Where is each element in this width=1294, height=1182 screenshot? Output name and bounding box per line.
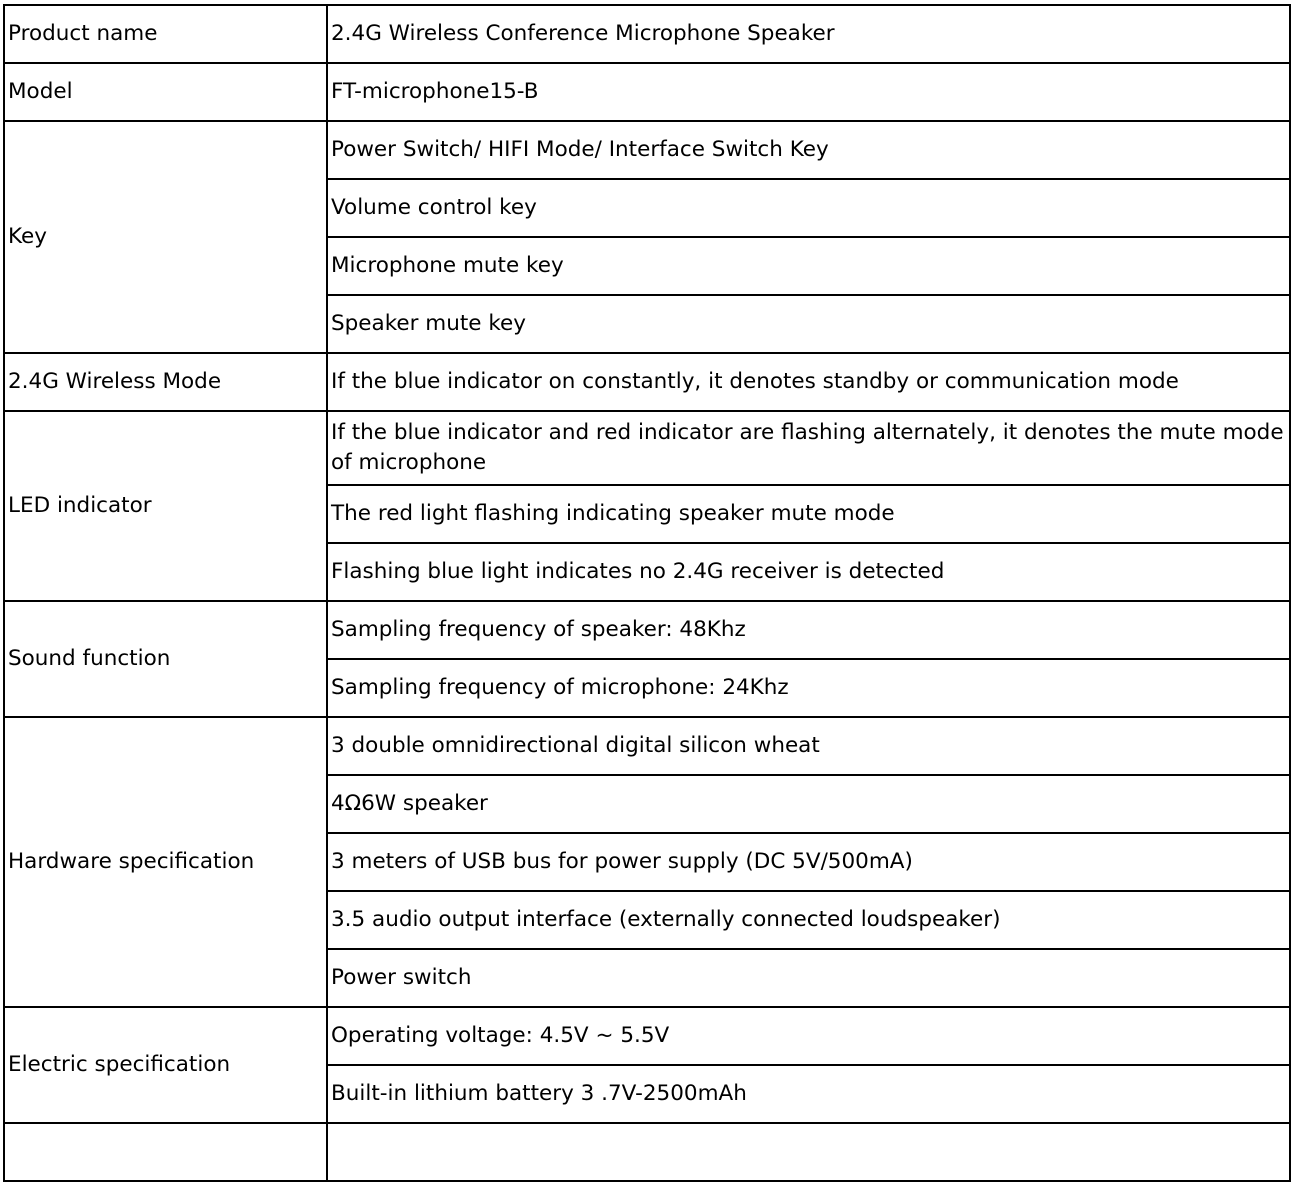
row-value: Volume control key (327, 179, 1290, 237)
table-row (4, 717, 1290, 775)
row-value: 3 meters of USB bus for power supply (DC 5V/500mA) (327, 833, 1290, 891)
row-value: 3.5 audio output interface (externally connected loudspeaker) (327, 891, 1290, 949)
row-value: 2.4G Wireless Conference Microphone Speaker (327, 5, 1290, 63)
row-label-led-indicator: LED indicator (4, 411, 327, 601)
row-value: Microphone mute key (327, 237, 1290, 295)
row-value: Operating voltage: 4.5V ~ 5.5V (327, 1007, 1290, 1065)
row-value: 4Ω6W speaker (327, 775, 1290, 833)
table-row-cut-off (4, 1123, 1290, 1181)
row-value: If the blue indicator on constantly, it denotes standby or communication mode (327, 353, 1290, 411)
row-value: Sampling frequency of speaker: 48Khz (327, 601, 1290, 659)
spec-table (3, 4, 1291, 1182)
row-value: Flashing blue light indicates no 2.4G receiver is detected (327, 543, 1290, 601)
row-value: Speaker mute key (327, 295, 1290, 353)
table-row (4, 411, 1290, 485)
table-row (4, 353, 1290, 411)
row-label-electric-specification: Electric specification (4, 1007, 327, 1123)
row-value: FT-microphone15-B (327, 63, 1290, 121)
row-label-sound-function: Sound function (4, 601, 327, 717)
row-value: 3 double omnidirectional digital silicon wheat (327, 717, 1290, 775)
table-row (4, 5, 1290, 63)
row-label-wireless-mode: 2.4G Wireless Mode (4, 353, 327, 411)
empty-cell (327, 1123, 1290, 1181)
table-row (4, 601, 1290, 659)
row-label-product-name: Product name (4, 5, 327, 63)
row-value: If the blue indicator and red indicator are flashing alternately, it denotes the mute mode of microphone (327, 411, 1290, 485)
row-value: Built-in lithium battery 3 .7V-2500mAh (327, 1065, 1290, 1123)
row-label-key: Key (4, 121, 327, 353)
row-value: The red light flashing indicating speaker mute mode (327, 485, 1290, 543)
row-label-model: Model (4, 63, 327, 121)
table-row (4, 1007, 1290, 1065)
empty-cell (4, 1123, 327, 1181)
row-value: Power Switch/ HIFI Mode/ Interface Switch Key (327, 121, 1290, 179)
row-label-hardware-specification: Hardware specification (4, 717, 327, 1007)
row-value: Power switch (327, 949, 1290, 1007)
spec-table-body (4, 5, 1290, 1181)
table-row (4, 121, 1290, 179)
table-row (4, 63, 1290, 121)
row-value: Sampling frequency of microphone: 24Khz (327, 659, 1290, 717)
